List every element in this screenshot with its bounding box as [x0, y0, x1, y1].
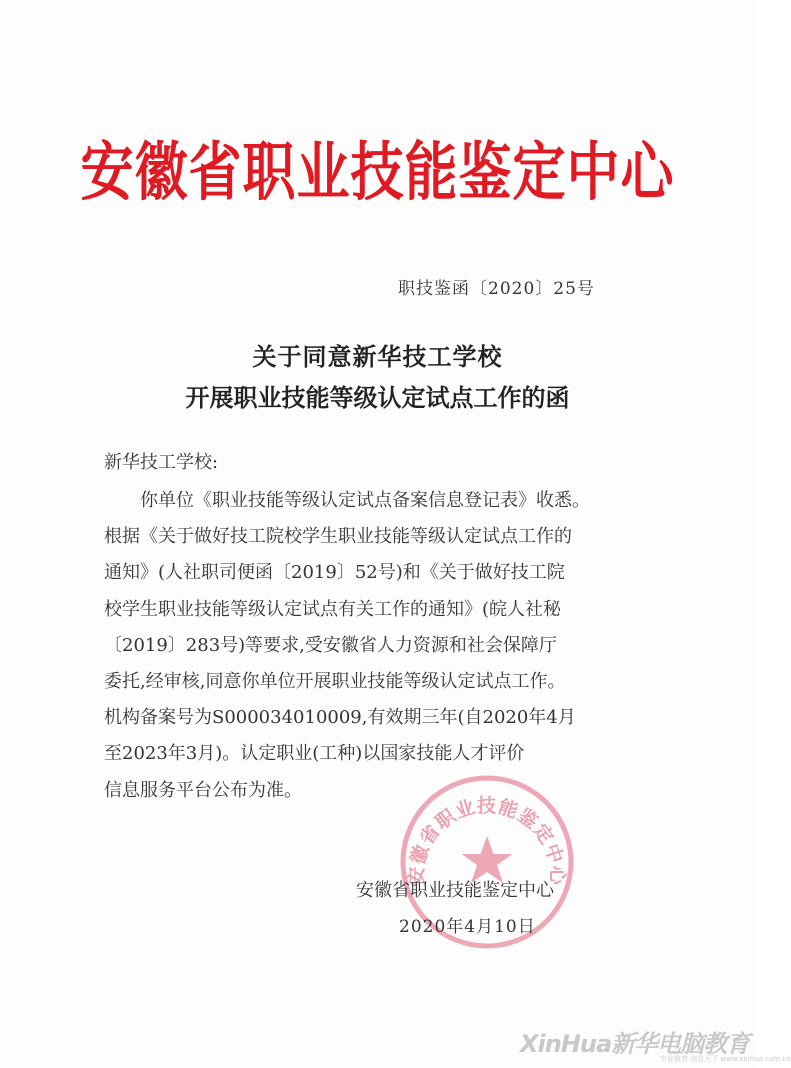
seal-text: 安徽省职业技能鉴定中心	[405, 795, 569, 886]
body-line: 〔2019〕283号)等要求,受安徽省人力资源和社会保障厅	[104, 634, 557, 656]
addressee: 新华技工学校:	[104, 452, 219, 473]
letter-body	[104, 483, 648, 809]
document-title-line-1: 关于同意新华技工学校	[252, 343, 503, 371]
watermark-logo	[520, 1024, 791, 1064]
body-line: 委托,经审核,同意你单位开展职业技能等级认定试点工作。	[104, 671, 566, 693]
signature-date: 2020年4月10日	[399, 917, 536, 937]
body-line: 通知》(人社职司便函〔2019〕52号)和《关于做好技工院	[104, 562, 565, 584]
watermark-tagline: 专业教育 信息天下 www.xinhua.com.cn	[660, 1055, 791, 1063]
body-line: 信息服务平台公布为准。	[104, 779, 302, 801]
body-line: 至2023年3月)。认定职业(工种)以国家技能人才评价	[104, 743, 525, 765]
body-line: 校学生职业技能等级认定试点有关工作的通知》(皖人社秘	[104, 598, 562, 620]
watermark-brand: XinHua新华电脑教育	[520, 1030, 750, 1058]
body-line: 机构备案号为S000034010009,有效期三年(自2020年4月	[104, 707, 576, 729]
body-line: 根据《关于做好技工院校学生职业技能等级认定试点工作的	[104, 526, 572, 548]
document-title-line-2: 开展职业技能等级认定试点工作的函	[185, 384, 570, 412]
letterhead-title: 安徽省职业技能鉴定中心	[80, 136, 675, 210]
body-line: 你单位《职业技能等级认定试点备案信息登记表》收悉。	[140, 490, 590, 511]
signer-organization: 安徽省职业技能鉴定中心	[356, 880, 554, 901]
document-number: 职技鉴函〔2020〕25号	[398, 279, 595, 299]
